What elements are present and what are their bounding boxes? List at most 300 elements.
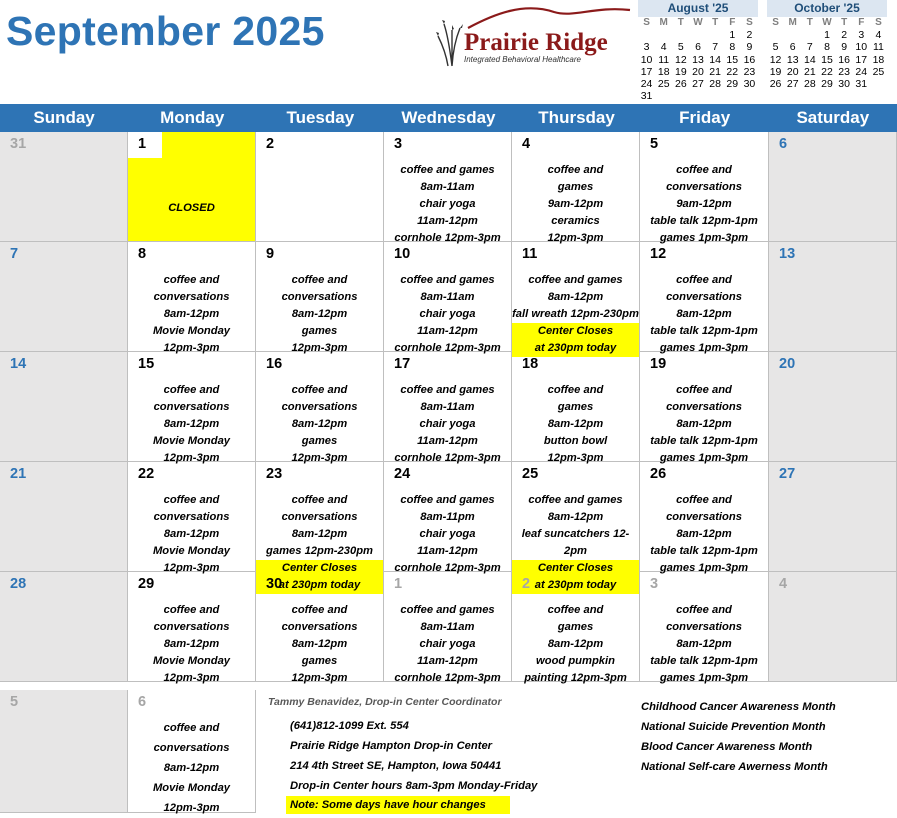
day-cell bbox=[512, 132, 640, 242]
day-number: 21 bbox=[10, 466, 27, 482]
day-number: 3 bbox=[394, 136, 403, 152]
mini-day: 12 bbox=[675, 53, 687, 66]
mini-day: 1 bbox=[824, 29, 830, 42]
mini-day: 19 bbox=[675, 65, 687, 78]
mini-dow-label: S bbox=[875, 17, 882, 28]
mini-day: 21 bbox=[709, 65, 721, 78]
mini-day: 27 bbox=[786, 78, 799, 91]
mini-day: 10 bbox=[855, 41, 868, 54]
event-line: coffee and bbox=[676, 164, 732, 176]
mini-dow-label: M bbox=[659, 17, 668, 28]
event-line: 8am-12pm bbox=[676, 418, 732, 430]
event-line: painting 12pm-3pm bbox=[524, 672, 627, 684]
day-events bbox=[512, 162, 639, 247]
mini-day: 14 bbox=[804, 53, 816, 66]
mini-day: 17 bbox=[640, 65, 653, 78]
mini-day: 18 bbox=[657, 65, 670, 78]
awareness-item: National Self-care Awerness Month bbox=[641, 761, 828, 773]
event-line: 12pm-3pm bbox=[291, 342, 348, 354]
mini-day: 12 bbox=[769, 53, 782, 66]
event-line: 8am-11am bbox=[420, 291, 475, 303]
event-line: Movie Monday bbox=[152, 325, 231, 337]
mini-dow-label: M bbox=[788, 17, 797, 28]
day-number: 25 bbox=[522, 466, 539, 482]
event-line: games 1pm-3pm bbox=[659, 452, 749, 464]
event-line: coffee and bbox=[163, 604, 220, 616]
event-line: 12pm-3pm bbox=[163, 342, 220, 354]
mini-dow-label: W bbox=[822, 17, 832, 28]
hour-change-note: Note: Some days have hour changes bbox=[286, 796, 510, 814]
event-line: table talk 12pm-1pm bbox=[650, 655, 758, 667]
mini-day: 18 bbox=[872, 53, 885, 66]
day-cell bbox=[512, 572, 640, 682]
mini-day: 28 bbox=[709, 78, 721, 91]
mini-day: 3 bbox=[858, 29, 865, 42]
mini-day: 11 bbox=[872, 41, 884, 54]
day-number: 6 bbox=[138, 694, 147, 710]
day-events bbox=[128, 492, 255, 577]
day-number: 31 bbox=[10, 136, 27, 152]
day-events bbox=[512, 382, 639, 467]
day-number: 28 bbox=[10, 576, 27, 592]
mini-dow-label: F bbox=[729, 17, 736, 28]
day-cell bbox=[384, 462, 512, 572]
day-number: 9 bbox=[266, 246, 275, 262]
mini-day: 4 bbox=[660, 41, 667, 54]
closing-notice: at 230pm today bbox=[256, 577, 383, 594]
mini-day: 17 bbox=[855, 53, 868, 66]
event-line: coffee and games bbox=[400, 384, 495, 396]
day-number: 16 bbox=[266, 356, 283, 372]
day-events bbox=[128, 602, 255, 687]
day-number: 2 bbox=[266, 136, 275, 152]
day-events bbox=[256, 602, 383, 687]
day-cell bbox=[128, 690, 256, 813]
day-cell bbox=[384, 132, 512, 242]
event-line: 12pm-3pm bbox=[547, 452, 604, 464]
day-cell bbox=[0, 132, 128, 242]
mini-day: 5 bbox=[772, 41, 779, 54]
event-line: 11am-12pm bbox=[417, 545, 478, 557]
day-events bbox=[256, 272, 383, 357]
weekday-tuesday: Tuesday bbox=[286, 108, 355, 127]
event-line: chair yoga bbox=[419, 418, 476, 430]
event-line: 8am-12pm bbox=[291, 418, 348, 430]
day-number: 26 bbox=[650, 466, 667, 482]
event-line: 12pm-3pm bbox=[163, 562, 220, 574]
day-cell bbox=[0, 572, 128, 682]
day-cell bbox=[128, 462, 256, 572]
event-line: 8am-11am bbox=[420, 401, 475, 413]
event-line: games 1pm-3pm bbox=[659, 342, 749, 354]
event-line: 8am-12pm bbox=[676, 308, 732, 320]
contact-address: 214 4th Street SE, Hampton, Iowa 50441 bbox=[290, 760, 502, 772]
day-events bbox=[128, 272, 255, 357]
day-number: 10 bbox=[394, 246, 411, 262]
day-events bbox=[384, 602, 511, 687]
event-line: coffee and games bbox=[400, 274, 495, 286]
mini-calendar-title: August '25 bbox=[638, 0, 758, 17]
mini-day: 26 bbox=[769, 78, 782, 91]
event-line: chair yoga bbox=[419, 638, 476, 650]
event-line: coffee and bbox=[291, 274, 348, 286]
event-line: conversations bbox=[666, 401, 742, 413]
mini-day bbox=[801, 29, 818, 41]
day-events bbox=[640, 602, 768, 687]
event-line: 11am-12pm bbox=[417, 215, 478, 227]
event-line: 11am-12pm bbox=[417, 325, 478, 337]
day-cell bbox=[256, 132, 384, 242]
day-number: 4 bbox=[779, 576, 788, 592]
day-number: 24 bbox=[394, 466, 411, 482]
coordinator-name: Tammy Benavidez, Drop-in Center Coordinator bbox=[268, 696, 502, 708]
event-line: 8am-12pm bbox=[163, 528, 220, 540]
day-number: 11 bbox=[522, 246, 538, 262]
mini-day: 5 bbox=[677, 41, 684, 54]
day-number: 5 bbox=[10, 694, 19, 710]
event-line: coffee and bbox=[676, 494, 732, 506]
closing-notice: Center Closes bbox=[256, 560, 383, 577]
mini-day: 15 bbox=[821, 53, 833, 66]
mini-day: 30 bbox=[743, 78, 756, 91]
day-events bbox=[128, 382, 255, 467]
mini-day: 29 bbox=[726, 78, 739, 91]
event-line: conversations bbox=[666, 291, 742, 303]
day-cell bbox=[769, 242, 897, 352]
event-line: conversations bbox=[666, 181, 742, 193]
day-cell bbox=[256, 462, 384, 591]
event-line: 12pm-3pm bbox=[163, 452, 220, 464]
weekday-header bbox=[0, 104, 897, 132]
event-line: conversations bbox=[153, 401, 230, 413]
event-line: coffee and bbox=[676, 604, 732, 616]
weekday-monday: Monday bbox=[160, 108, 225, 127]
mini-day: 4 bbox=[875, 29, 882, 42]
day-cell bbox=[384, 352, 512, 462]
day-number: 2 bbox=[522, 576, 531, 592]
mini-day bbox=[638, 29, 655, 41]
event-line: leaf suncatchers 12-2pm bbox=[521, 528, 630, 557]
day-number: 15 bbox=[138, 356, 155, 372]
event-line: 8am-12pm bbox=[676, 528, 732, 540]
closing-notice: Center Closes bbox=[512, 323, 639, 340]
event-line: coffee and bbox=[291, 604, 348, 616]
mini-dow-label: S bbox=[643, 17, 650, 28]
event-line: games bbox=[557, 621, 594, 633]
mini-dow-label: T bbox=[841, 17, 848, 28]
mini-day: 7 bbox=[806, 41, 813, 54]
event-line: games 12pm-230pm bbox=[266, 545, 373, 557]
day-cell bbox=[256, 242, 384, 352]
event-line: coffee and bbox=[676, 384, 732, 396]
day-cell bbox=[0, 462, 128, 572]
mini-dow-label: F bbox=[858, 17, 865, 28]
mini-day: 1 bbox=[729, 29, 736, 42]
event-line: coffee and bbox=[163, 384, 220, 396]
contact-center-name: Prairie Ridge Hampton Drop-in Center bbox=[290, 740, 493, 752]
event-line: 8am-12pm bbox=[163, 638, 220, 650]
event-line: coffee and games bbox=[528, 494, 623, 506]
day-number: 12 bbox=[650, 246, 667, 262]
event-line: fall wreath 12pm-230pm bbox=[512, 308, 639, 320]
mini-day: 8 bbox=[824, 41, 830, 54]
mini-day: 11 bbox=[658, 53, 670, 66]
mini-day: 14 bbox=[709, 53, 721, 66]
day-cell bbox=[128, 352, 256, 462]
event-line: 8am-12pm bbox=[547, 638, 604, 650]
closing-notice: Center Closes bbox=[512, 560, 639, 577]
day-cell bbox=[256, 352, 384, 462]
mini-calendar-title: October '25 bbox=[767, 0, 887, 17]
mini-day: 30 bbox=[838, 78, 850, 91]
day-cell bbox=[769, 352, 897, 462]
event-line: table talk 12pm-1pm bbox=[650, 545, 758, 557]
awareness-item: National Suicide Prevention Month bbox=[641, 721, 826, 733]
mini-day: 2 bbox=[746, 29, 753, 42]
mini-day: 3 bbox=[643, 41, 650, 54]
mini-day: 25 bbox=[872, 65, 885, 78]
day-cell bbox=[640, 132, 769, 242]
event-line: conversations bbox=[666, 511, 742, 523]
mini-day: 8 bbox=[729, 41, 736, 54]
event-line: Movie Monday bbox=[152, 545, 231, 557]
event-line: chair yoga bbox=[419, 528, 476, 540]
weekday-sunday: Sunday bbox=[33, 108, 95, 127]
event-line: games bbox=[301, 655, 338, 667]
mini-day: 19 bbox=[769, 65, 782, 78]
event-line: coffee and bbox=[547, 604, 604, 616]
day-events bbox=[512, 602, 639, 687]
event-line: conversations bbox=[281, 401, 358, 413]
event-line: wood pumpkin bbox=[536, 655, 615, 667]
mini-day: 22 bbox=[726, 65, 739, 78]
event-line: cornhole 12pm-3pm bbox=[394, 672, 501, 684]
event-line: cornhole 12pm-3pm bbox=[394, 342, 501, 354]
event-line: coffee and bbox=[547, 164, 604, 176]
event-line: 8am-12pm bbox=[291, 638, 348, 650]
day-number: 3 bbox=[650, 576, 659, 592]
event-line: coffee and bbox=[163, 722, 220, 734]
day-number: 8 bbox=[138, 246, 147, 262]
contact-hours: Drop-in Center hours 8am-3pm Monday-Friday bbox=[290, 780, 538, 792]
mini-dow-label: T bbox=[806, 17, 813, 28]
event-line: 12pm-3pm bbox=[291, 672, 348, 684]
event-line: 8am-12pm bbox=[163, 308, 220, 320]
event-line: 11am-12pm bbox=[417, 435, 478, 447]
day-number: 1 bbox=[138, 136, 147, 152]
event-line: coffee and bbox=[547, 384, 604, 396]
event-line: conversations bbox=[153, 621, 230, 633]
event-line: conversations bbox=[153, 511, 230, 523]
day-cell bbox=[256, 572, 384, 682]
day-number: 14 bbox=[10, 356, 27, 372]
event-line: table talk 12pm-1pm bbox=[650, 325, 758, 337]
event-line: coffee and bbox=[163, 494, 220, 506]
event-line: games bbox=[557, 181, 594, 193]
closing-notice: at 230pm today bbox=[512, 577, 639, 594]
day-events bbox=[384, 162, 511, 247]
event-line: 8am-12pm bbox=[547, 511, 604, 523]
mini-day: 10 bbox=[640, 53, 653, 66]
mini-day: 24 bbox=[855, 65, 868, 78]
event-line: coffee and bbox=[163, 274, 220, 286]
contact-info bbox=[258, 694, 638, 814]
mini-day: 26 bbox=[675, 78, 687, 91]
mini-dow-label: S bbox=[746, 17, 753, 28]
event-line: coffee and bbox=[291, 384, 348, 396]
mini-day bbox=[689, 29, 706, 41]
day-number: 19 bbox=[650, 356, 667, 372]
mini-day: 6 bbox=[695, 41, 701, 54]
awareness-months bbox=[641, 697, 836, 777]
mini-day: 22 bbox=[821, 65, 833, 78]
event-line: conversations bbox=[281, 621, 358, 633]
mini-day: 29 bbox=[821, 78, 833, 91]
event-line: 9am-12pm bbox=[676, 198, 732, 210]
day-number: 29 bbox=[138, 576, 155, 592]
mini-day: 31 bbox=[855, 78, 868, 91]
day-events bbox=[640, 162, 768, 247]
mini-dow-label: W bbox=[693, 17, 703, 28]
day-cell bbox=[0, 352, 128, 462]
mini-day: 24 bbox=[640, 78, 653, 91]
event-line: coffee and bbox=[676, 274, 732, 286]
day-number: 5 bbox=[650, 136, 659, 152]
event-line: table talk 12pm-1pm bbox=[650, 435, 758, 447]
mini-day: 7 bbox=[712, 41, 719, 54]
mini-day: 23 bbox=[838, 65, 850, 78]
event-line: Movie Monday bbox=[152, 782, 231, 794]
day-cell bbox=[512, 462, 640, 591]
day-events bbox=[512, 272, 639, 357]
day-number: 13 bbox=[779, 246, 796, 262]
day-cell bbox=[769, 132, 897, 242]
mini-day: 16 bbox=[743, 53, 756, 66]
day-number: 6 bbox=[779, 136, 788, 152]
mini-day bbox=[707, 29, 724, 41]
weekday-friday: Friday bbox=[679, 108, 731, 127]
weekday-saturday: Saturday bbox=[796, 108, 870, 127]
day-events bbox=[384, 272, 511, 357]
event-line: 8am-11pm bbox=[420, 511, 475, 523]
mini-dow-label: S bbox=[772, 17, 779, 28]
event-line: 8am-12pm bbox=[676, 638, 732, 650]
weekday-wednesday: Wednesday bbox=[401, 108, 496, 127]
event-line: 8am-12pm bbox=[547, 291, 604, 303]
day-cell bbox=[640, 352, 769, 462]
event-line: coffee and games bbox=[400, 164, 495, 176]
mini-day: 31 bbox=[640, 90, 653, 103]
mini-day: 15 bbox=[726, 53, 739, 66]
contact-phone: (641)812-1099 Ext. 554 bbox=[290, 720, 409, 732]
event-line: 8am-12pm bbox=[547, 418, 604, 430]
event-line: conversations bbox=[666, 621, 742, 633]
logo-tagline: Integrated Behavioral Healthcare bbox=[464, 55, 581, 64]
event-line: 11am-12pm bbox=[417, 655, 478, 667]
event-line: conversations bbox=[153, 742, 230, 754]
day-cell bbox=[128, 242, 256, 352]
event-line: 12pm-3pm bbox=[163, 672, 220, 684]
day-cell bbox=[512, 242, 640, 352]
event-line: coffee and conversations bbox=[281, 494, 358, 523]
day-number: 18 bbox=[522, 356, 539, 372]
event-line: 8am-12pm bbox=[291, 308, 348, 320]
logo-text: Prairie Ridge bbox=[464, 29, 608, 56]
event-line: 12pm-3pm bbox=[163, 802, 220, 814]
day-cell bbox=[640, 572, 769, 682]
mini-day: 6 bbox=[789, 41, 796, 54]
mini-day bbox=[672, 29, 689, 41]
mini-day: 16 bbox=[838, 53, 850, 66]
day-events bbox=[640, 382, 768, 467]
event-line: Movie Monday bbox=[152, 655, 231, 667]
mini-day: 2 bbox=[841, 29, 848, 42]
mini-day: 20 bbox=[692, 65, 704, 78]
event-line: 8am-11am bbox=[420, 181, 475, 193]
day-events bbox=[384, 492, 511, 577]
event-line: table talk 12pm-1pm bbox=[650, 215, 758, 227]
event-line: 12pm-3pm bbox=[291, 452, 348, 464]
day-cell bbox=[384, 242, 512, 352]
day-number: 4 bbox=[522, 136, 531, 152]
event-line: 8am-12pm bbox=[163, 762, 220, 774]
mini-day bbox=[655, 29, 672, 41]
mini-dow-label: T bbox=[712, 17, 719, 28]
day-events bbox=[128, 718, 255, 818]
day-cell bbox=[769, 462, 897, 572]
event-line: coffee and games bbox=[400, 494, 495, 506]
event-line: 8am-12pm bbox=[291, 528, 348, 540]
event-line: 8am-11am bbox=[420, 621, 475, 633]
mini-day: 9 bbox=[746, 41, 753, 54]
day-cell bbox=[0, 242, 128, 352]
event-line: chair yoga bbox=[419, 198, 476, 210]
day-cell bbox=[128, 572, 256, 682]
event-line: games 1pm-3pm bbox=[659, 562, 749, 574]
day-number: 22 bbox=[138, 466, 155, 482]
day-cell bbox=[384, 572, 512, 682]
mini-day: 23 bbox=[743, 65, 756, 78]
mini-calendar-october bbox=[767, 0, 887, 90]
event-line: chair yoga bbox=[419, 308, 476, 320]
prairie-ridge-logo bbox=[434, 0, 634, 72]
day-number: 17 bbox=[394, 356, 411, 372]
mini-day: 9 bbox=[841, 41, 848, 54]
mini-dow-label: T bbox=[677, 17, 684, 28]
mini-day bbox=[767, 29, 784, 41]
day-events bbox=[640, 492, 768, 577]
day-cell bbox=[640, 462, 769, 572]
event-line: ceramics bbox=[551, 215, 600, 227]
event-line: cornhole 12pm-3pm bbox=[394, 452, 501, 464]
day-number: 23 bbox=[266, 466, 283, 482]
event-line: games 1pm-3pm bbox=[659, 232, 749, 244]
day-number: 27 bbox=[779, 466, 796, 482]
mini-calendar-august bbox=[638, 0, 758, 102]
day-cell bbox=[512, 352, 640, 462]
closing-notice: at 230pm today bbox=[512, 340, 639, 357]
day-cell bbox=[640, 242, 769, 352]
event-line: cornhole 12pm-3pm bbox=[394, 562, 501, 574]
day-events bbox=[256, 382, 383, 467]
event-line: cornhole 12pm-3pm bbox=[394, 232, 501, 244]
event-line: 9am-12pm bbox=[547, 198, 604, 210]
event-line: button bowl bbox=[543, 435, 608, 447]
day-cell bbox=[769, 572, 897, 682]
event-line: Movie Monday bbox=[152, 435, 231, 447]
mini-day bbox=[784, 29, 801, 41]
mini-day: 21 bbox=[804, 65, 816, 78]
